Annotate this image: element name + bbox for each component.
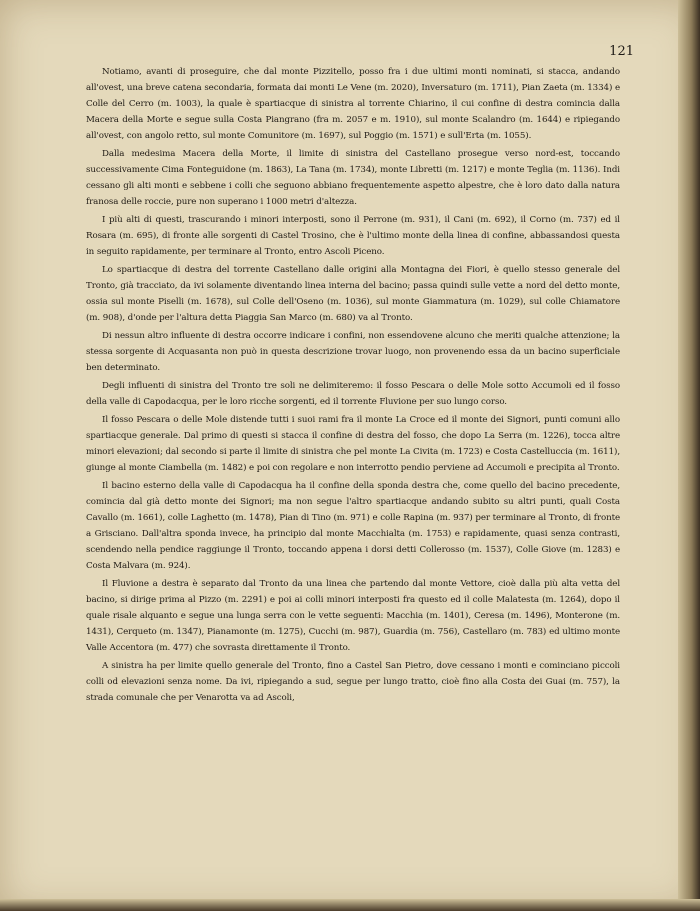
- page-text: [86, 64, 620, 708]
- book-bottom-edge: [0, 899, 700, 911]
- paragraph: Lo spartiacque di destra del torrente Castellano dalle origini alla Montagna dei Fiori, è quello stesso generale del Tronto, già tracciato, da ivi solamente diventando linea interna del bacino; passa quindi sulle vette a nord del detto monte, ossia sul monte Piselli (m. 1678), sul Colle dell'Oseno (m. 1036), sul monte Giammatura (m. 1029), sul colle Chiamatore (m. 908), d'onde per l'altura detta Piaggia San Marco (m. 680) va al Tronto.: [86, 265, 620, 323]
- paragraph: A sinistra ha per limite quello generale del Tronto, fino a Castel San Pietro, dove cessano i monti e cominciano piccoli colli od elevazioni senza nome. Da ivi, ripiegando a sud, segue per lungo tratto, cioè fino alla Costa dei Guai (m. 757), la strada comunale che per Venarotta va ad Ascoli,: [86, 661, 620, 703]
- paragraph: Notiamo, avanti di proseguire, che dal monte Pizzitello, posso fra i due ultimi monti nominati, si stacca, andando all'ovest, una breve catena secondaria, formata dai monti Le Vene (m. 2020), Inversaturo (m. 1711), Pian Zaeta (m. 1334) e Colle del Cerro (m. 1003), la quale è spartiacque di sinistra al torrente Chiarino, il cui confine di destra comincia dalla Macera della Morte e segue sulla Costa Piangrano (fra m. 2057 e m. 1910), sul monte Scalandro (m. 1644) e ripiegando all'ovest, con angolo retto, sul monte Comunitore (m. 1697), sul Poggio (m. 1571) e sull'Erta (m. 1055).: [86, 67, 620, 141]
- paragraph: I più alti di questi, trascurando i minori interposti, sono il Perrone (m. 931), il Cani (m. 692), il Corno (m. 737) ed il Rosara (m. 695), di fronte alle sorgenti di Castel Trosino, che è l'ultimo monte della linea di confine, abbassandosi questa in seguito rapidamente, per terminare al Tronto, entro Ascoli Piceno.: [86, 215, 620, 257]
- paragraph: Il Fluvione a destra è separato dal Tronto da una linea che partendo dal monte Vettore, cioè dalla più alta vetta del bacino, si dirige prima al Pizzo (m. 2291) e poi ai colli minori interposti fra questo ed il colle Malatesta (m. 1264), dopo il quale risale alquanto e segue una lunga serra con le vette seguenti: Macchia (m. 1401), Ceresa (m. 1496), Monterone (m. 1431), Cerqueto (m. 1347), Pianamonte (m. 1275), Cucchi (m. 987), Guardia (m. 756), Castellaro (m. 783) ed ultimo monte Valle Accentora (m. 477) che sovrasta direttamente il Tronto.: [86, 579, 620, 653]
- paragraph: Dalla medesima Macera della Morte, il limite di sinistra del Castellano prosegue verso nord-est, toccando successivamente Cima Fonteguidone (m. 1863), La Tana (m. 1734), monte Libretti (m. 1217) e monte Teglia (m. 1136). Indi cessano gli alti monti e sebbene i colli che seguono abbiano frequentemente aspetto alpestre, che è loro dato dalla natura franosa delle roccie, pure non superano i 1000 metri d'altezza.: [86, 149, 620, 207]
- page-number: 121: [609, 44, 634, 59]
- paragraph: Il bacino esterno della valle di Capodacqua ha il confine della sponda destra che, come quello del bacino precedente, comincia dal già detto monte dei Signori; ma non segue l'altro spartiacque andando subito su altri punti, quali Costa Cavallo (m. 1661), colle Laghetto (m. 1478), Pian di Tino (m. 971) e colle Rapina (m. 937) per terminare al Tronto, di fronte a Grisciano. Dall'altra sponda invece, ha principio dal monte Macchialta (m. 1753) e rapidamente, quasi senza contrasti, scendendo nella pendice raggiunge il Tronto, toccando appena i dorsi detti Collerosso (m. 1537), Colle Giove (m. 1283) e Costa Malvara (m. 924).: [86, 481, 620, 571]
- book-right-edge: [678, 0, 700, 911]
- paragraph: Il fosso Pescara o delle Mole distende tutti i suoi rami fra il monte La Croce ed il monte dei Signori, punti comuni allo spartiacque generale. Dal primo di questi si stacca il confine di destra del fosso, che dopo La Serra (m. 1226), tocca altre minori elevazioni; dal secondo si parte il limite di sinistra che pel monte La Civita (m. 1723) e Costa Castelluccia (m. 1611), giunge al monte Ciambella (m. 1482) e poi con regolare e non interrotto pendio perviene ad Accumoli e precipita al Tronto.: [86, 415, 620, 473]
- paragraph: Degli influenti di sinistra del Tronto tre soli ne delimiteremo: il fosso Pescara o delle Mole sotto Accumoli ed il fosso della valle di Capodacqua, per le loro ricche sorgenti, ed il torrente Fluvione per suo lungo corso.: [86, 381, 620, 407]
- paragraph: Di nessun altro influente di destra occorre indicare i confini, non essendovene alcuno che meriti qualche attenzione; la stessa sorgente di Acquasanta non può in questa descrizione trovar luogo, non provenendo essa da un bacino superficiale ben determinato.: [86, 331, 620, 373]
